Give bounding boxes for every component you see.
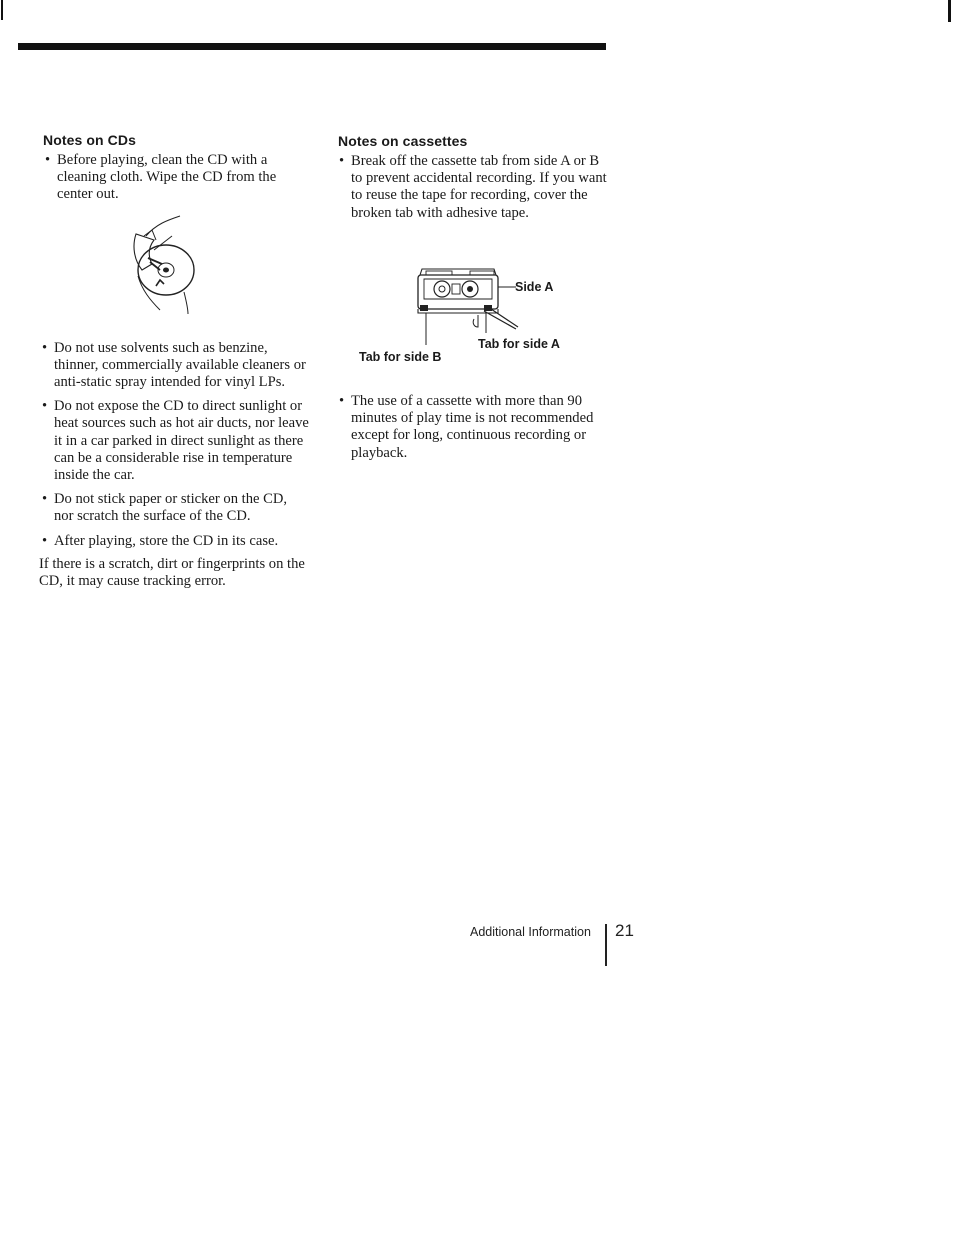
cd-bullet-5-text: After playing, store the CD in its case. <box>54 532 279 549</box>
tab-side-a-label: Tab for side A <box>478 337 560 351</box>
cd-bullet-2: • Do not use solvents such as benzine, thinner, commercially available cleaners or anti-static spray intended for vinyl LPs. <box>42 339 306 391</box>
cassette-notes-column-lower <box>335 393 610 462</box>
cassette-notes-column <box>338 133 610 222</box>
cd-bullet-4-text: Do not stick paper or sticker on the CD, nor scratch the surface of the CD. <box>54 491 288 525</box>
cd-bullet-1-text: Before playing, clean the CD with a cleaning cloth. Wipe the CD from the center out. <box>57 152 277 203</box>
cd-cleaning-illustration <box>126 214 206 316</box>
cd-bullet-3: • Do not expose the CD to direct sunlight or heat sources such as hot air ducts, nor leave it in a car parked in direct sunlight as there can be a considerable rise in temperature inside the car. <box>42 398 309 484</box>
footer-divider <box>605 924 607 966</box>
cd-bullet-5: • After playing, store the CD in its case. <box>42 532 279 549</box>
cd-bullet-2-text: Do not use solvents such as benzine, thinner, commercially available cleaners or anti-static spray intended for vinyl LPs. <box>54 339 306 391</box>
cassette-bullet-2: • The use of a cassette with more than 90 minutes of play time is not recommended except for long, continuous recording or playback. <box>339 393 594 461</box>
cassette-notes-heading: Notes on cassettes <box>338 133 468 149</box>
cd-bullet-4: • Do not stick paper or sticker on the CD, nor scratch the surface of the CD. <box>42 491 288 525</box>
cd-closing-paragraph: If there is a scratch, dirt or fingerprints on the CD, it may cause tracking error. <box>39 555 305 590</box>
cassette-illustration <box>412 265 522 345</box>
cd-notes-column <box>38 132 310 590</box>
cd-bullet-3-text: Do not expose the CD to direct sunlight or heat sources such as hot air ducts, nor leave it in a car parked in direct sunlight as there can be a considerable rise in temperature inside the car. <box>54 398 309 484</box>
cassette-bullet-1-text: Break off the cassette tab from side A or B to prevent accidental recording. If you want to reuse the tape for recording, cover the broken tab with adhesive tape. <box>351 153 607 221</box>
cassette-bullet-2-text: The use of a cassette with more than 90 minutes of play time is not recommended except for long, continuous recording or playback. <box>351 393 594 461</box>
edge-mark-left <box>1 0 3 20</box>
cd-notes-heading: Notes on CDs <box>43 132 136 148</box>
edge-mark-right <box>948 0 951 22</box>
side-a-label: Side A <box>515 280 554 294</box>
page-number: 21 <box>615 921 634 940</box>
footer-section-title: Additional Information <box>470 925 591 939</box>
top-rule <box>18 43 606 50</box>
cassette-bullet-1: • Break off the cassette tab from side A or B to prevent accidental recording. If you want to reuse the tape for recording, cover the broken tab with adhesive tape. <box>339 153 607 221</box>
cd-bullet-1: • Before playing, clean the CD with a cleaning cloth. Wipe the CD from the center out. <box>45 152 277 203</box>
tab-side-b-label: Tab for side B <box>359 350 442 364</box>
